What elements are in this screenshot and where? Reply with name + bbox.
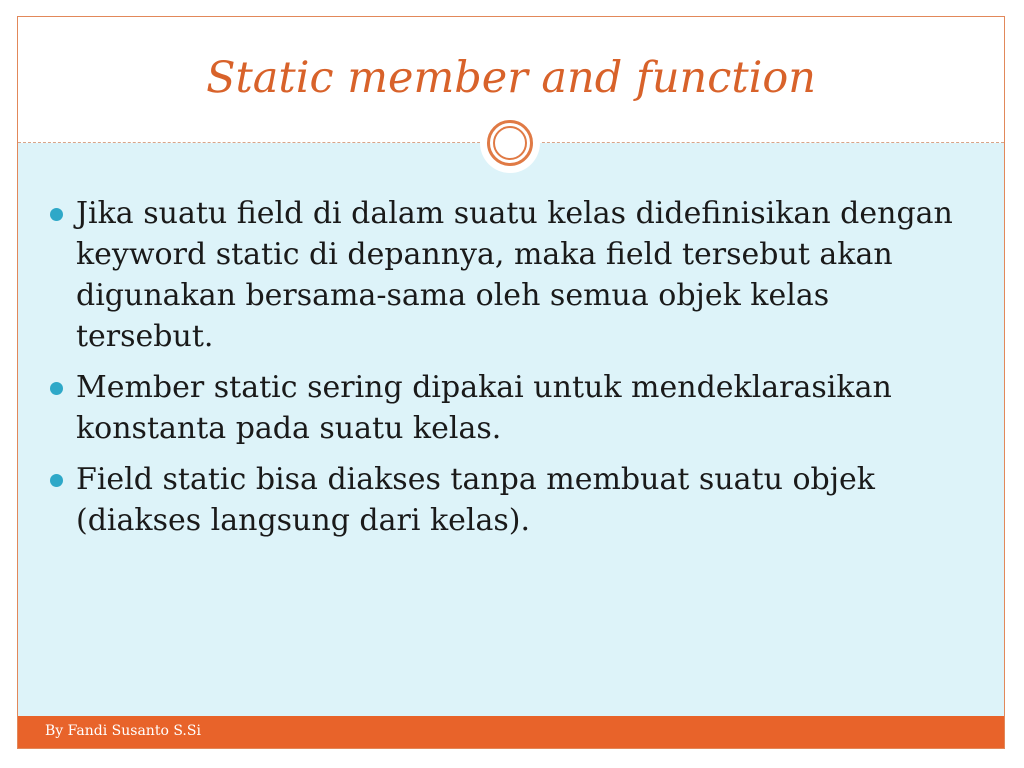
bullet-dot-icon <box>50 208 63 221</box>
bullet-text: Field static bisa diakses tanpa membuat suatu objek (diakses langsung dari kelas). <box>76 462 875 538</box>
inner-ring <box>493 126 527 160</box>
circle-ornament-icon <box>480 113 540 173</box>
bullet-item <box>50 459 970 541</box>
bullet-item <box>50 193 970 357</box>
bullet-item <box>50 367 970 449</box>
slide <box>17 16 1005 749</box>
footer-author: By Fandi Susanto S.Si <box>45 723 201 739</box>
content-area <box>18 143 1004 716</box>
bullet-list <box>50 193 970 551</box>
bullet-text: Jika suatu field di dalam suatu kelas didefinisikan dengan keyword static di depannya, maka field tersebut akan digunakan bersama-sama oleh semua objek kelas tersebut. <box>76 196 953 354</box>
bullet-dot-icon <box>50 382 63 395</box>
bullet-text: Member static sering dipakai untuk mendeklarasikan konstanta pada suatu kelas. <box>76 370 892 446</box>
slide-title: Static member and function <box>206 53 816 103</box>
bullet-dot-icon <box>50 474 63 487</box>
footer-bar <box>18 716 1004 748</box>
